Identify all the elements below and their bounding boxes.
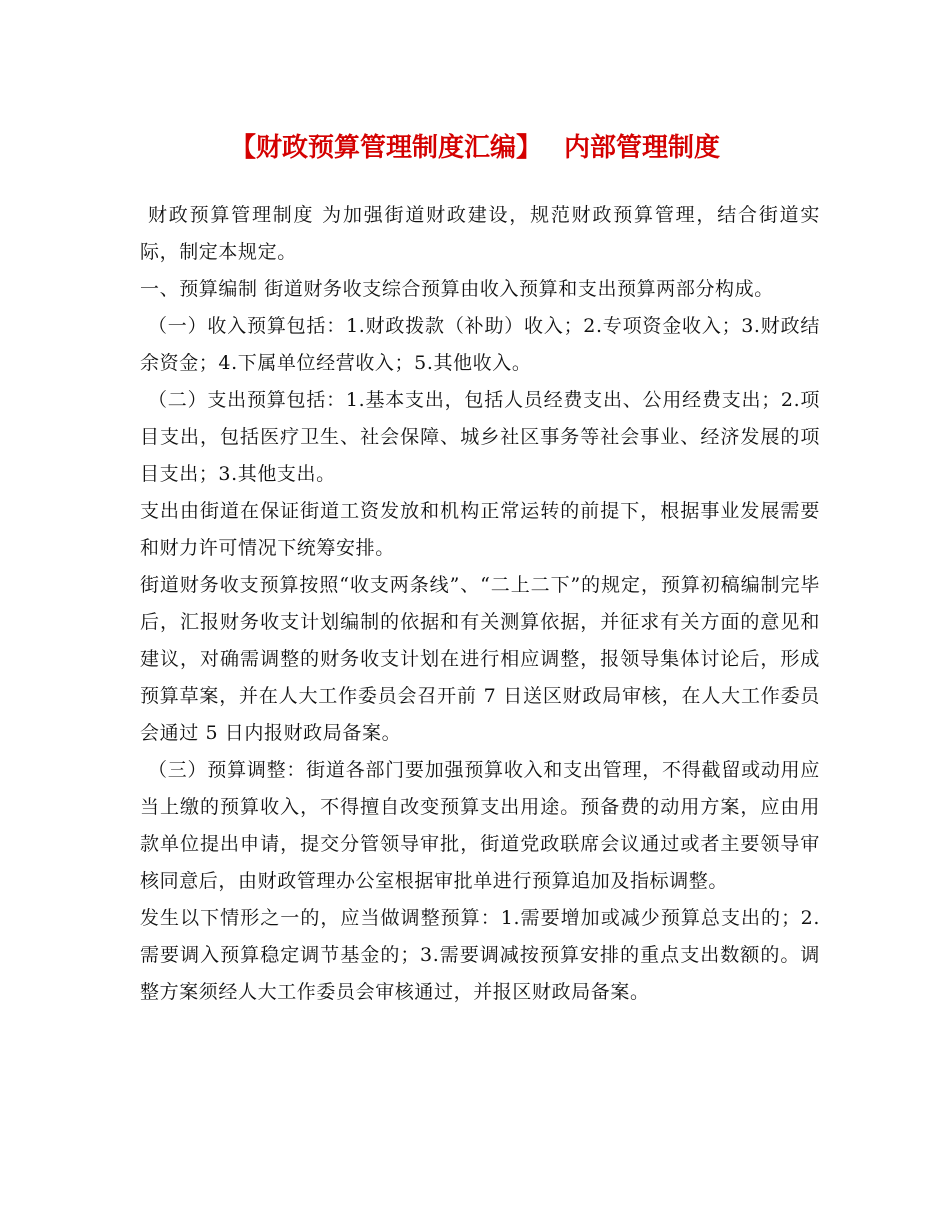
paragraph-adjustment-conditions: 发生以下情形之一的，应当做调整预算：1.需要增加或减少预算总支出的；2.需要调入预算稳定调节基金的；3.需要调减按预算安排的重点支出数额的。调整方案须经人大工作委员会审核通过，并报区财政局备案。 [140,907,820,1003]
document-body [140,197,820,1011]
paragraph-budget-procedure: 街道财务收支预算按照“收支两条线”、“二上二下”的规定，预算初稿编制完毕后，汇报财务收支计划编制的依据和有关测算依据，并征求有关方面的意见和建议，对确需调整的财务收支计划在进行相应调整，报领导集体讨论后，形成预算草案，并在人大工作委员会召开前 7 日送区财政局审核，在人大工作委员会通过 5 日内报财政局备案。 [140,574,820,744]
document-title [0,126,950,170]
paragraph-budget-adjustment: （三）预算调整：街道各部门要加强预算收入和支出管理，不得截留或动用应当上缴的预算收入，不得擅自改变预算支出用途。预备费的动用方案，应由用款单位提出申请，提交分管领导审批，街道党政联席会议通过或者主要领导审核同意后，由财政管理办公室根据审批单进行预算追加及指标调整。 [140,759,820,892]
paragraph-expense-arrangement: 支出由街道在保证街道工资发放和机构正常运转的前提下，根据事业发展需要和财力许可情况下统筹安排。 [140,500,820,559]
title-subtitle-part: 内部管理制度 [564,133,721,163]
paragraph-expense-budget: （二）支出预算包括：1.基本支出，包括人员经费支出、公用经费支出；2.项目支出，包括医疗卫生、社会保障、城乡社区事务等社会事业、经济发展的项目支出；3.其他支出。 [140,389,820,485]
paragraph-income-budget: （一）收入预算包括：1.财政拨款（补助）收入；2.专项资金收入；3.财政结余资金；4.下属单位经营收入；5.其他收入。 [140,315,820,374]
paragraph-section-1: 一、预算编制 街道财务收支综合预算由收入预算和支出预算两部分构成。 [140,278,774,300]
paragraph-intro: 财政预算管理制度 为加强街道财政建设，规范财政预算管理，结合街道实际，制定本规定。 [140,204,820,263]
title-bracketed-part: 【财政预算管理制度汇编】 [229,133,542,163]
